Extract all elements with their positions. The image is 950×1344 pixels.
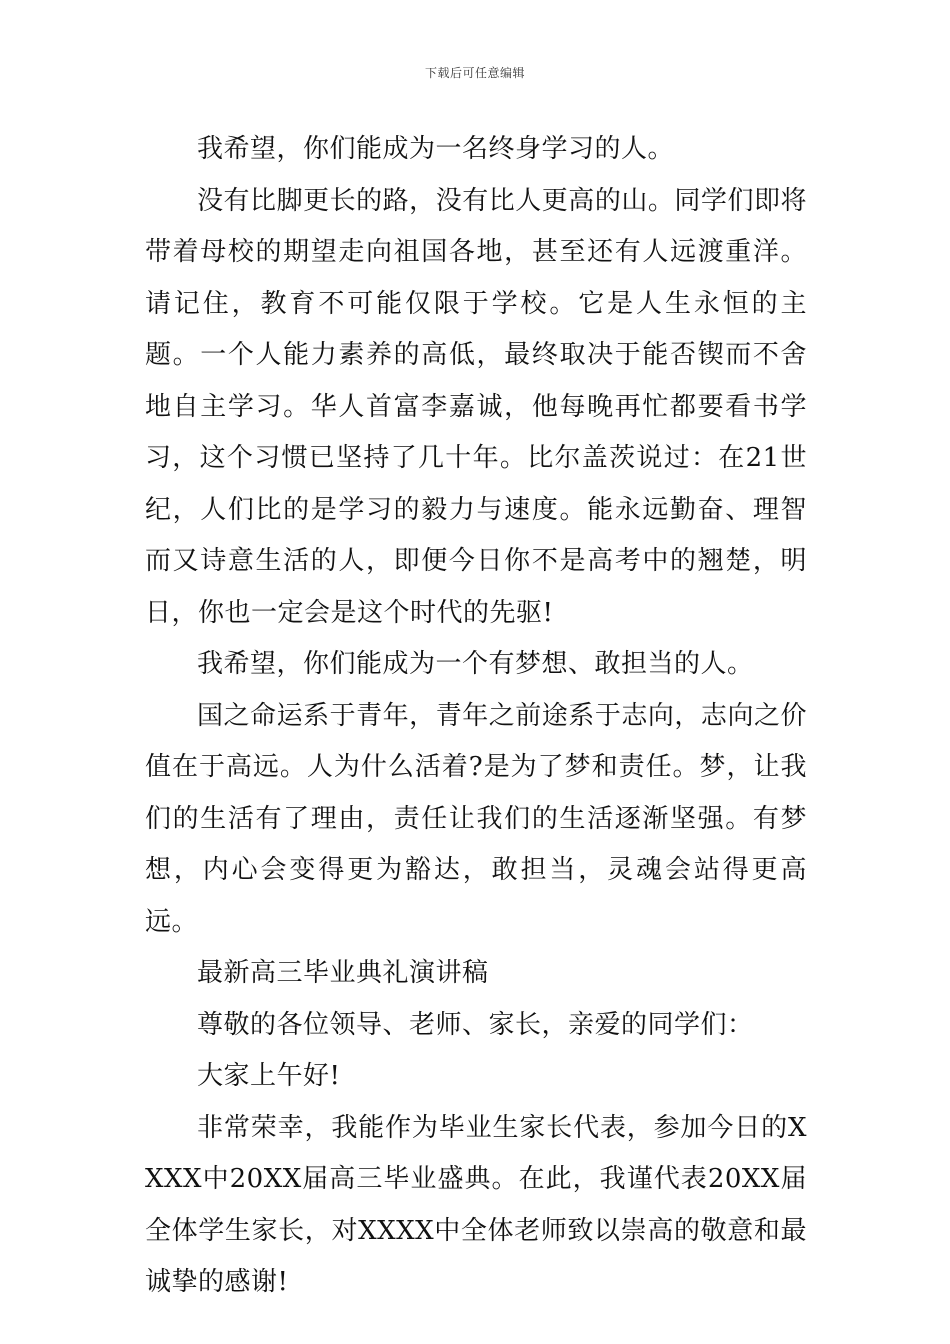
paragraph: 我希望，你们能成为一个有梦想、敢担当的人。 <box>197 649 754 679</box>
document-body <box>145 124 807 1309</box>
page-header-note: 下载后可任意编辑 <box>424 66 525 80</box>
paragraph: 非常荣幸，我能作为毕业生家长代表，参加今日的XXXX中20XX届高三毕业盛典。在此，我谨代表20XX届全体学生家长，对XXXX中全体老师致以崇高的敬意和最诚挚的感谢! <box>145 1112 807 1297</box>
paragraph: 没有比脚更长的路，没有比人更高的山。同学们即将带着母校的期望走向祖国各地，甚至还有人远渡重洋。请记住，教育不可能仅限于学校。它是人生永恒的主题。一个人能力素养的高低，最终取决于能否锲而不舍地自主学习。华人首富李嘉诚，他每晚再忙都要看书学习，这个习惯已坚持了几十年。比尔盖茨说过：在21世纪，人们比的是学习的毅力与速度。能永远勤奋、理智而又诗意生活的人，即便今日你不是高考中的翘楚，明日，你也一定会是这个时代的先驱! <box>145 185 807 628</box>
salutation: 尊敬的各位领导、老师、家长，亲爱的同学们： <box>197 1009 754 1040</box>
paragraph: 我希望，你们能成为一名终身学习的人。 <box>197 134 675 164</box>
section-title: 最新高三毕业典礼演讲稿 <box>197 958 489 988</box>
greeting: 大家上午好! <box>197 1061 341 1091</box>
paragraph: 国之命运系于青年，青年之前途系于志向，志向之价值在于高远。人为什么活着?是为了梦和责任。梦，让我们的生活有了理由，责任让我们的生活逐渐坚强。有梦想，内心会变得更为豁达，敢担当，灵魂会站得更高远。 <box>145 700 807 937</box>
